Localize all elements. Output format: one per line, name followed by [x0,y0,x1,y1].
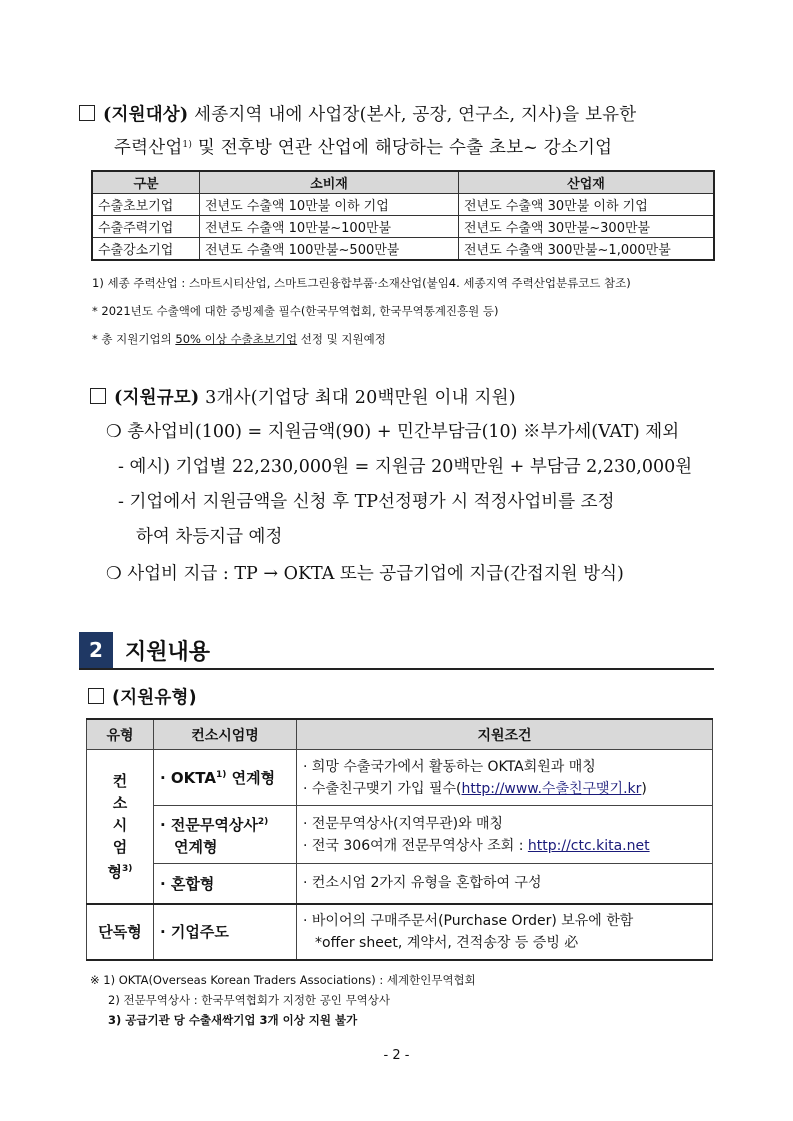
table-cell: 전년도 수출액 100만불~500만불 [200,238,459,261]
table-row [92,194,714,216]
types-table [86,718,713,961]
note-2: * 2021년도 수출액에 대한 증빙제출 필수(한국무역협회, 한국무역통계진흥원 등) [92,304,499,318]
consortium-name-mixed: · 혼합형 [154,864,297,904]
note-1: 1) 세종 주력산업 : 스마트시티산업, 스마트그린융합부품·소재산업(붙임4. 세종지역 주력산업분류코드 참조) [92,276,631,290]
name-part: 연계형 [174,838,218,856]
table-cell: 전년도 수출액 30만불~300만불 [459,216,715,238]
condition-text: · 전국 306여개 전문무역상사 조회 : [303,837,528,854]
note-3-b: 선정 및 지원예정 [297,332,386,346]
name-part: · OKTA [160,769,216,787]
table-header: 지원조건 [297,719,713,750]
target-text: 세종지역 내에 사업장(본사, 공장, 연구소, 지사)을 보유한 [194,105,637,125]
condition-line [303,835,706,857]
scale-item: - 예시) 기업별 22,230,000원 = 지원금 20백만원 + 부담금 2,230,000원 [118,457,693,477]
table-cell: 수출주력기업 [92,216,200,238]
condition-line: · 바이어의 구매주문서(Purchase Order) 보유에 한함 [303,912,634,929]
table-header: 컨소시엄명 [154,719,297,750]
name-sup: 2) [257,817,269,827]
target-line2-b: 및 전후방 연관 산업에 해당하는 수출 초보~ 강소기업 [192,138,613,158]
table-header: 구분 [92,171,200,194]
page-number: - 2 - [383,1048,410,1063]
condition-text: ) [641,780,647,797]
scale-item: 하여 차등지급 예정 [136,527,283,547]
table-cell: 전년도 수출액 300만불~1,000만불 [459,238,715,261]
target-heading: (지원대상) [103,105,189,125]
condition-text: · 수출친구맺기 가입 필수( [303,780,462,797]
name-part: 연계형 [226,769,276,787]
table-cell: 전년도 수출액 10만불~100만불 [200,216,459,238]
consortium-sup: 3) [122,863,133,874]
table-header: 유형 [87,719,154,750]
checkbox-square-icon [79,105,95,121]
table-row [87,904,713,960]
table-cell: 전년도 수출액 30만불 이하 기업 [459,194,715,216]
scale-text: 3개사(기업당 최대 20백만원 이내 지원) [205,388,516,408]
target-line2-a: 주력산업 [114,138,183,158]
target-line2 [114,134,612,159]
note-3-a: * 총 지원기업의 [92,332,176,346]
target-table [91,170,715,261]
types-heading-line [88,684,197,709]
kita-ctc-link[interactable]: http://ctc.kita.net [527,837,650,854]
consortium-name-trading [154,806,297,864]
footnote-2: 2) 전문무역상사 : 한국무역협회가 지정한 공인 무역상사 [108,993,391,1007]
condition-line: · 전문무역상사(지역무관)와 매칭 [303,815,504,832]
note-3 [92,331,386,347]
scale-heading: (지원규모) [114,388,200,408]
name-part: · 전문무역상사 [160,816,258,834]
target-line2-sup: 1) [182,140,193,150]
table-row [87,864,713,904]
solo-name: · 기업주도 [154,904,297,960]
solo-label: 단독형 [87,904,154,960]
types-heading: (지원유형) [112,688,197,708]
footnote-3: 3) 공급기관 당 수출새싹기업 3개 이상 지원 불가 [108,1013,358,1027]
consortium-group-cell [87,750,154,904]
okta-friends-link[interactable]: http://www.수출친구맺기.kr [461,780,642,797]
section-number-badge: 2 [79,632,113,668]
consortium-label: 컨 소 시 엄 형 [107,771,128,881]
table-header: 산업재 [459,171,715,194]
table-row [92,238,714,261]
note-3-underlined: 50% 이상 수출초보기업 [175,332,298,346]
scale-heading-line [90,384,516,409]
section-title: 지원내용 [125,640,211,665]
section-divider [79,668,714,670]
name-sup: 1) [215,770,227,780]
checkbox-square-icon [88,688,104,704]
table-header-row [87,719,713,750]
condition-cell [297,806,713,864]
table-row [92,216,714,238]
target-heading-line [79,101,636,126]
table-row [87,750,713,806]
condition-line: *offer sheet, 계약서, 견적송장 등 증빙 必 [315,934,579,951]
condition-cell: · 컨소시엄 2가지 유형을 혼합하여 구성 [297,864,713,904]
condition-line: · 희망 수출국가에서 활동하는 OKTA회원과 매칭 [303,758,596,775]
checkbox-square-icon [90,388,106,404]
table-cell: 전년도 수출액 10만불 이하 기업 [200,194,459,216]
table-header: 소비재 [200,171,459,194]
consortium-name-okta [154,750,297,806]
scale-item: ❍ 총사업비(100) = 지원금액(90) + 민간부담금(10) ※부가세(VAT) 제외 [106,422,680,442]
scale-item: ❍ 사업비 지급 : TP → OKTA 또는 공급기업에 지급(간접지원 방식) [106,564,624,584]
scale-item: - 기업에서 지원금액을 신청 후 TP선정평가 시 적정사업비를 조정 [118,492,615,512]
condition-cell [297,750,713,806]
table-row [87,806,713,864]
table-header-row [92,171,714,194]
table-cell: 수출초보기업 [92,194,200,216]
condition-line [303,778,706,800]
condition-cell [297,904,713,960]
table-cell: 수출강소기업 [92,238,200,261]
footnote-1: ※ 1) OKTA(Overseas Korean Traders Associations) : 세계한인무역협회 [90,973,476,987]
